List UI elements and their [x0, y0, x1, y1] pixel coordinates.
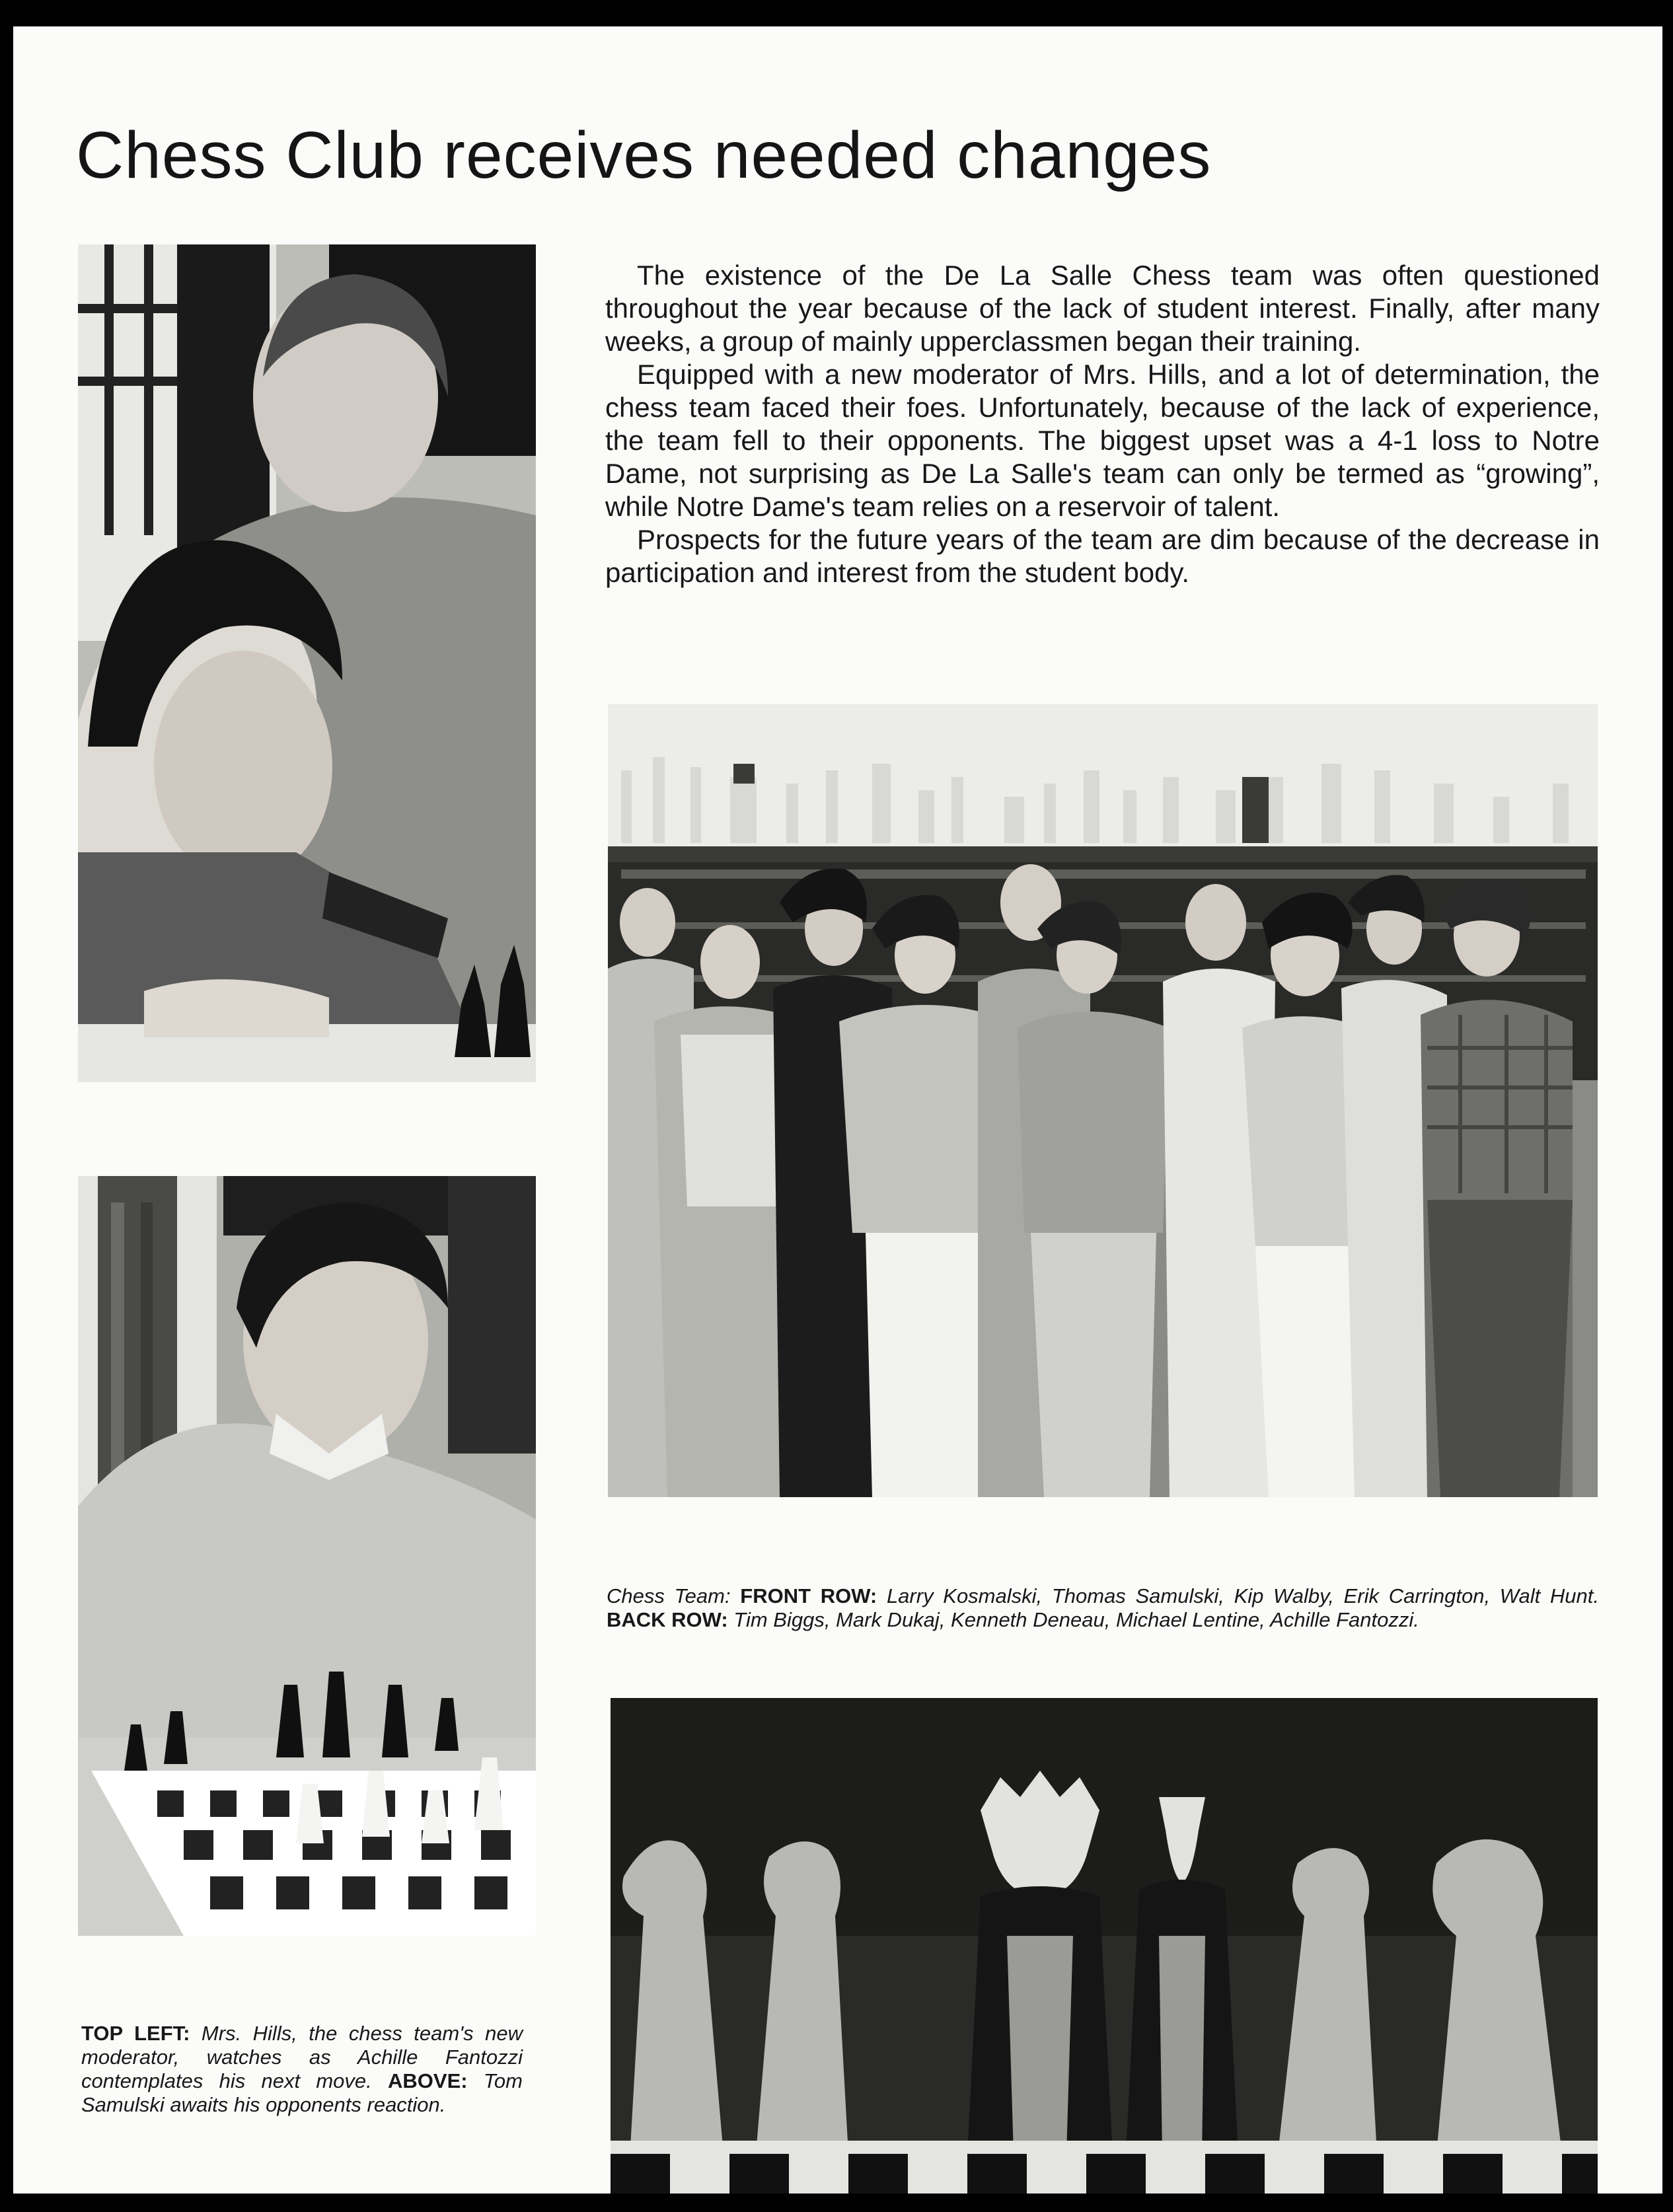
caption-lead: Chess Team:: [607, 1584, 741, 1607]
article-body: [605, 259, 1600, 589]
photo-chess-pieces-image: [611, 1698, 1598, 2194]
photo-student-at-board: [78, 1176, 536, 1936]
left-photos-caption: [81, 2022, 523, 2117]
caption-back-row-label: BACK ROW:: [607, 1608, 728, 1631]
caption-above-label: ABOVE:: [388, 2069, 468, 2092]
caption-front-row-label: FRONT ROW:: [740, 1584, 877, 1607]
caption-top-left-label: TOP LEFT:: [81, 2022, 190, 2045]
photo-chess-team-image: [608, 704, 1598, 1497]
team-photo-caption: [607, 1584, 1599, 1632]
photo-moderator-and-student: [78, 244, 536, 1082]
photo-chess-pieces: [611, 1698, 1598, 2194]
page-title: Chess Club receives needed changes: [76, 118, 1212, 192]
caption-front-row-names: Larry Kosmalski, Thomas Samulski, Kip Walby, Erik Carrington, Walt Hunt.: [877, 1584, 1599, 1607]
photo-chess-team: [608, 704, 1598, 1497]
caption-top-left-text: Mrs. Hills, the chess team's new moderator, watches as Achille Fantozzi contemplates his next move.: [81, 2022, 523, 2092]
caption-back-row-names: Tim Biggs, Mark Dukaj, Kenneth Deneau, Michael Lentine, Achille Fantozzi.: [727, 1608, 1419, 1631]
article-paragraph: Equipped with a new moderator of Mrs. Hills, and a lot of determination, the chess team faced their foes. Unfortunately, because of the lack of experience, the team fell to their opponents. The biggest upset was a 4-1 loss to Notre Dame, not surprising as De La Salle's team can only be termed as “growing”, while Notre Dame's team relies on a reservoir of talent.: [605, 359, 1600, 522]
article-paragraph: Prospects for the future years of the team are dim because of the decrease in participation and interest from the student body.: [605, 524, 1600, 588]
photo-student-at-board-image: [78, 1176, 536, 1936]
yearbook-page: [13, 26, 1662, 2194]
caption-above-text: Tom Samulski awaits his opponents reaction.: [81, 2069, 523, 2116]
article-paragraph: The existence of the De La Salle Chess team was often questioned throughout the year because of the lack of student interest. Finally, after many weeks, a group of mainly upperclassmen began their training.: [605, 260, 1600, 357]
photo-moderator-and-student-image: [78, 244, 536, 1082]
